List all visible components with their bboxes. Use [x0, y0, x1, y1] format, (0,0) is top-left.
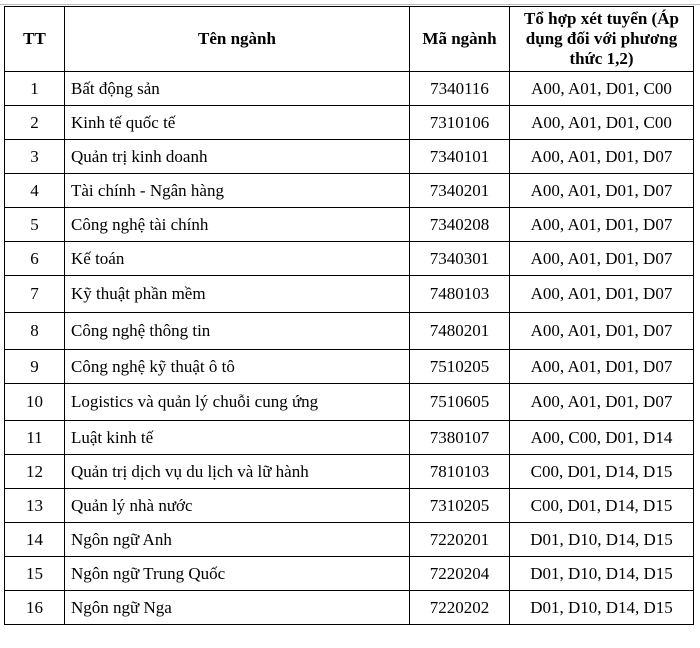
- cell-tt: 4: [5, 174, 65, 208]
- cell-name: Luật kinh tế: [65, 421, 410, 455]
- cell-code: 7510205: [410, 350, 510, 384]
- cell-tt: 14: [5, 523, 65, 557]
- cell-name: Bất động sản: [65, 72, 410, 106]
- cell-combo: C00, D01, D14, D15: [510, 455, 694, 489]
- cell-name: Công nghệ tài chính: [65, 208, 410, 242]
- cell-combo: A00, A01, D01, D07: [510, 276, 694, 313]
- table-row: [5, 208, 694, 242]
- header-combo: Tổ hợp xét tuyển (Áp dụng đối với phương thức 1,2): [510, 7, 694, 72]
- table-row: [5, 557, 694, 591]
- cell-code: 7340201: [410, 174, 510, 208]
- cell-code: 7340116: [410, 72, 510, 106]
- cell-tt: 6: [5, 242, 65, 276]
- table-row: [5, 350, 694, 384]
- cell-tt: 8: [5, 313, 65, 350]
- cell-combo: D01, D10, D14, D15: [510, 591, 694, 625]
- cell-code: 7810103: [410, 455, 510, 489]
- cell-code: 7340208: [410, 208, 510, 242]
- cell-tt: 5: [5, 208, 65, 242]
- table-header: [5, 7, 694, 72]
- cell-tt: 2: [5, 106, 65, 140]
- cell-name: Quản lý nhà nước: [65, 489, 410, 523]
- cell-code: 7340301: [410, 242, 510, 276]
- cell-code: 7220202: [410, 591, 510, 625]
- cell-tt: 15: [5, 557, 65, 591]
- cell-combo: D01, D10, D14, D15: [510, 523, 694, 557]
- cell-combo: A00, A01, D01, D07: [510, 313, 694, 350]
- cell-name: Kinh tế quốc tế: [65, 106, 410, 140]
- cell-tt: 12: [5, 455, 65, 489]
- table-row: [5, 72, 694, 106]
- top-edge-line: [0, 4, 700, 5]
- cell-name: Công nghệ kỹ thuật ô tô: [65, 350, 410, 384]
- cell-tt: 10: [5, 384, 65, 421]
- cell-name: Ngôn ngữ Nga: [65, 591, 410, 625]
- table-row: [5, 174, 694, 208]
- cell-combo: A00, C00, D01, D14: [510, 421, 694, 455]
- table-row: [5, 242, 694, 276]
- cell-combo: A00, A01, D01, D07: [510, 242, 694, 276]
- table-body: [5, 72, 694, 625]
- header-row: [5, 7, 694, 72]
- cell-name: Kế toán: [65, 242, 410, 276]
- cell-combo: D01, D10, D14, D15: [510, 557, 694, 591]
- cell-combo: A00, A01, D01, D07: [510, 208, 694, 242]
- cell-name: Công nghệ thông tin: [65, 313, 410, 350]
- cell-combo: A00, A01, D01, D07: [510, 384, 694, 421]
- cell-code: 7220201: [410, 523, 510, 557]
- table-row: [5, 384, 694, 421]
- cell-code: 7310205: [410, 489, 510, 523]
- cell-tt: 13: [5, 489, 65, 523]
- table-row: [5, 591, 694, 625]
- cell-combo: A00, A01, D01, D07: [510, 174, 694, 208]
- cell-tt: 11: [5, 421, 65, 455]
- admission-majors-table: [4, 6, 694, 625]
- header-tt: TT: [5, 7, 65, 72]
- cell-tt: 16: [5, 591, 65, 625]
- table-row: [5, 140, 694, 174]
- cell-code: 7480103: [410, 276, 510, 313]
- cell-name: Logistics và quản lý chuỗi cung ứng: [65, 384, 410, 421]
- cell-combo: A00, A01, D01, D07: [510, 140, 694, 174]
- table-row: [5, 523, 694, 557]
- header-code: Mã ngành: [410, 7, 510, 72]
- table-row: [5, 106, 694, 140]
- top-edge-strip: [0, 0, 700, 5]
- cell-code: 7480201: [410, 313, 510, 350]
- table-row: [5, 489, 694, 523]
- cell-name: Tài chính - Ngân hàng: [65, 174, 410, 208]
- cell-tt: 3: [5, 140, 65, 174]
- cell-tt: 1: [5, 72, 65, 106]
- cell-code: 7220204: [410, 557, 510, 591]
- cell-tt: 9: [5, 350, 65, 384]
- cell-combo: C00, D01, D14, D15: [510, 489, 694, 523]
- cell-tt: 7: [5, 276, 65, 313]
- cell-name: Ngôn ngữ Trung Quốc: [65, 557, 410, 591]
- table-row: [5, 455, 694, 489]
- cell-combo: A00, A01, D01, C00: [510, 72, 694, 106]
- cell-name: Ngôn ngữ Anh: [65, 523, 410, 557]
- cell-combo: A00, A01, D01, C00: [510, 106, 694, 140]
- table-row: [5, 313, 694, 350]
- cell-code: 7310106: [410, 106, 510, 140]
- table-row: [5, 421, 694, 455]
- cell-name: Kỹ thuật phần mềm: [65, 276, 410, 313]
- cell-name: Quản trị kinh doanh: [65, 140, 410, 174]
- cell-combo: A00, A01, D01, D07: [510, 350, 694, 384]
- cell-code: 7340101: [410, 140, 510, 174]
- cell-code: 7380107: [410, 421, 510, 455]
- table-row: [5, 276, 694, 313]
- cell-name: Quản trị dịch vụ du lịch và lữ hành: [65, 455, 410, 489]
- header-name: Tên ngành: [65, 7, 410, 72]
- cell-code: 7510605: [410, 384, 510, 421]
